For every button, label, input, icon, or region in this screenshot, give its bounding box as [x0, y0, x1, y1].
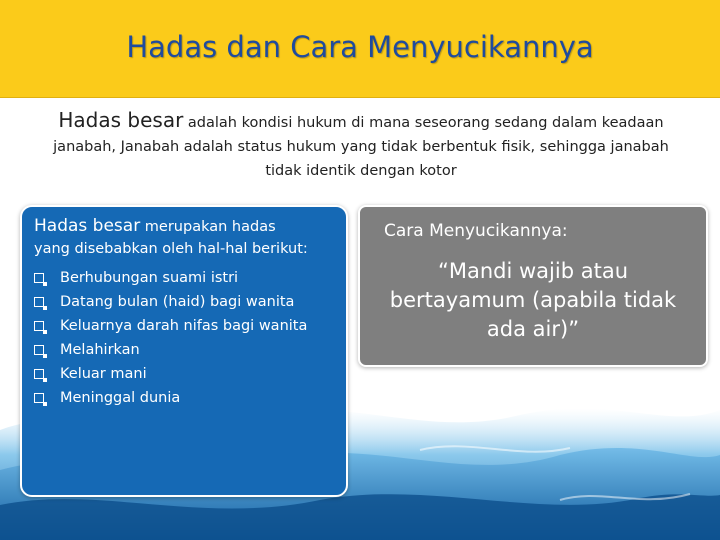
checkbox-bullet-icon: [34, 345, 44, 355]
causes-lead-rest: merupakan hadas: [140, 219, 276, 235]
intro-line-1-text: adalah kondisi hukum di mana seseorang sedang dalam keadaan: [183, 115, 664, 131]
purification-quote: “Mandi wajib atau bertayamum (apabila tidak ada air)”: [389, 259, 677, 341]
checkbox-bullet-icon: [34, 321, 44, 331]
checkbox-bullet-icon: [34, 273, 44, 283]
causes-list: [34, 266, 334, 410]
list-item: [34, 338, 334, 362]
list-item-text: Berhubungan suami istri: [60, 270, 239, 286]
intro-line-2: janabah, Janabah adalah status hukum yang tidak berbentuk fisik, sehingga janabah: [53, 139, 669, 155]
list-item-text: Keluar mani: [60, 366, 147, 382]
causes-subheading: yang disebabkan oleh hal-hal berikut:: [34, 241, 308, 257]
list-item-text: Melahirkan: [60, 342, 140, 358]
purification-heading: Cara Menyucikannya:: [384, 221, 568, 241]
list-item: [34, 266, 334, 290]
checkbox-bullet-icon: [34, 297, 44, 307]
list-item: [34, 314, 334, 338]
slide-title: Hadas dan Cara Menyucikannya: [126, 30, 594, 64]
list-item: [34, 386, 334, 410]
causes-lead: Hadas besar: [34, 216, 141, 236]
list-item-text: Keluarnya darah nifas bagi wanita: [60, 318, 308, 334]
list-item-text: Meninggal dunia: [60, 390, 181, 406]
list-item: [34, 290, 334, 314]
list-item-text: Datang bulan (haid) bagi wanita: [60, 294, 295, 310]
header-band: [0, 0, 720, 98]
intro-line-1: [16, 108, 706, 135]
checkbox-bullet-icon: [34, 393, 44, 403]
checkbox-bullet-icon: [34, 369, 44, 379]
causes-box: [20, 205, 348, 497]
intro-line-3: tidak identik dengan kotor: [265, 163, 457, 179]
causes-heading: [34, 215, 334, 238]
intro-paragraph: [16, 108, 706, 183]
purification-box: [358, 205, 708, 367]
list-item: [34, 362, 334, 386]
intro-lead: Hadas besar: [58, 108, 184, 132]
